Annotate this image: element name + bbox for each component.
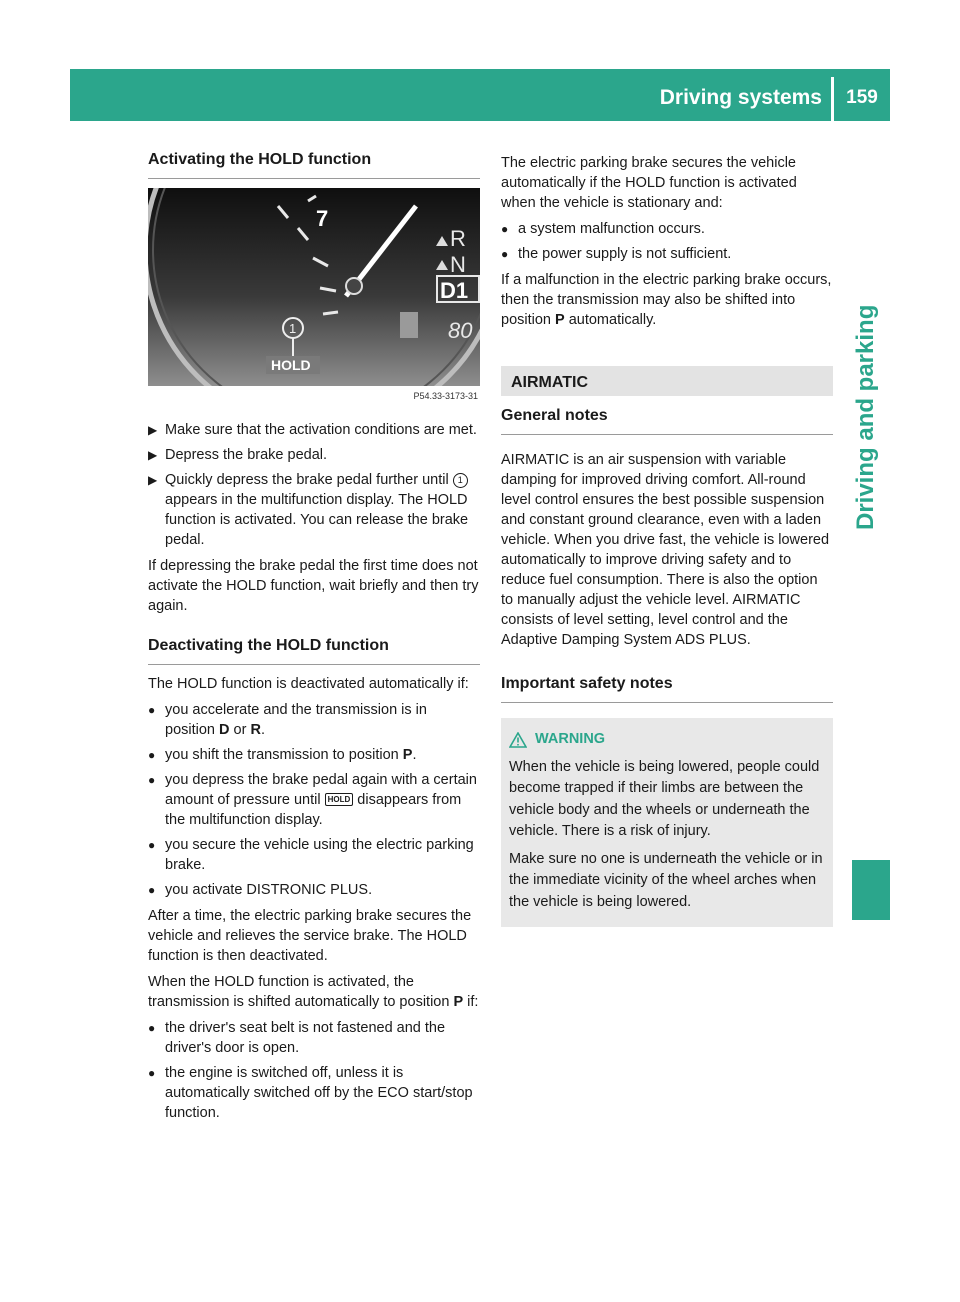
bullet-icon: ● [148,1021,156,1035]
section-title: Driving systems [659,86,822,109]
list-item: ● the driver's seat belt is not fastened and the driver's door is open. [148,1020,446,1056]
step-marker-icon: ▶ [148,423,158,437]
activation-steps [148,420,480,550]
hold-display: HOLD [271,357,311,373]
list-item: ● the engine is switched off, unless it is automatically switched off by the ECO start/stop function. [148,1065,473,1121]
heading-safety-notes: Important safety notes [501,674,833,703]
airmatic-description: AIRMATIC is an air suspension with variable damping for improved driving comfort. All-round level control ensures the best possible suspension and constant ground clearance, even with a laden vehicle. When you drive fast, the vehicle is lowered automatically to improve driving safety and to reduce fuel consumption. There is also the option to manually adjust the vehicle level. AIRMATIC consists of level setting, level control and the Adaptive Damping System ADS PLUS. [501,452,830,648]
after-time-text: After a time, the electric parking brake secures the vehicle and relieves the service brake. The HOLD function is then deactivated. [148,908,472,964]
header-bar [70,69,890,121]
list-item: ● you activate DISTRONIC PLUS. [148,882,373,898]
epb-malfunction-text: If a malfunction in the electric parking brake occurs, then the transmission may also be shifted into position P automatically. [501,272,832,328]
bullet-icon: ● [148,1066,156,1080]
gauge-number: 7 [316,206,329,231]
heading-activating-hold: Activating the HOLD function [148,150,480,179]
warning-triangle-icon [509,732,527,748]
retry-note: If depressing the brake pedal the first time does not activate the HOLD function, wait briefly and then try again. [148,558,479,614]
bullet-icon: ● [501,247,509,261]
bullet-icon: ● [148,703,156,717]
speed-readout: 80 [448,318,473,343]
bullet-icon: ● [148,883,156,897]
step-marker-icon: ▶ [148,473,158,487]
hold-indicator-icon: HOLD [325,793,354,806]
list-item: ● you depress the brake pedal again with a certain amount of pressure until HOLD disappears from the multifunction display. [148,772,477,828]
chapter-side-label: Driving and parking [852,305,879,531]
warning-box [501,718,833,927]
warning-header [509,729,825,751]
gear-d: D1 [440,278,469,303]
callout-circle-icon: 1 [453,473,468,488]
page-number: 159 [846,87,878,108]
left-column [148,150,480,1129]
shift-conditions-list [148,1018,480,1123]
warning-text-2: Make sure no one is underneath the vehicle or in the immediate vicinity of the wheel arches when the vehicle is being lowered. [509,850,823,910]
shift-to-p-text: When the HOLD function is activated, the transmission is shifted automatically to position P if: [148,974,479,1010]
heading-airmatic: AIRMATIC [501,366,833,396]
gear-n: N [450,252,466,277]
deactivation-intro: The HOLD function is deactivated automatically if: [148,676,469,692]
list-item: ● a system malfunction occurs. [501,221,705,237]
instrument-cluster-figure [148,188,480,406]
step-marker-icon: ▶ [148,448,158,462]
deactivation-list [148,700,480,900]
step-item: ▶ Depress the brake pedal. [148,447,328,463]
epb-intro: The electric parking brake secures the vehicle automatically if the HOLD function is activated when the vehicle is stationary and: [501,155,797,211]
step-item: ▶ Quickly depress the brake pedal further until 1 appears in the multifunction display. The HOLD function is activated. You can release the brake pedal. [148,472,469,548]
list-item: ● you secure the vehicle using the electric parking brake. [148,837,474,873]
list-item: ● you shift the transmission to position P. [148,747,417,763]
bullet-icon: ● [148,748,156,762]
list-item: ● you accelerate and the transmission is in position D or R. [148,702,427,738]
bullet-icon: ● [148,838,156,852]
gear-r: R [450,226,466,251]
heading-deactivating-hold: Deactivating the HOLD function [148,636,480,665]
figure-reference: P54.33-3173-31 [148,386,480,406]
list-item: ● the power supply is not sufficient. [501,246,732,262]
callout-number: 1 [289,321,297,336]
bullet-icon: ● [501,222,509,236]
heading-general-notes: General notes [501,406,833,435]
step-item: ▶ Make sure that the activation conditions are met. [148,422,477,438]
instrument-cluster-illustration [148,188,480,386]
warning-label: WARNING [535,731,606,747]
warning-text-1: When the vehicle is being lowered, people could become trapped if their limbs are between the vehicle body and the wheels or underneath the vehicle. There is a risk of injury. [509,758,820,839]
epb-conditions-list [501,219,833,264]
right-column [501,153,833,927]
bullet-icon: ● [148,773,156,787]
chapter-marker [852,860,890,920]
